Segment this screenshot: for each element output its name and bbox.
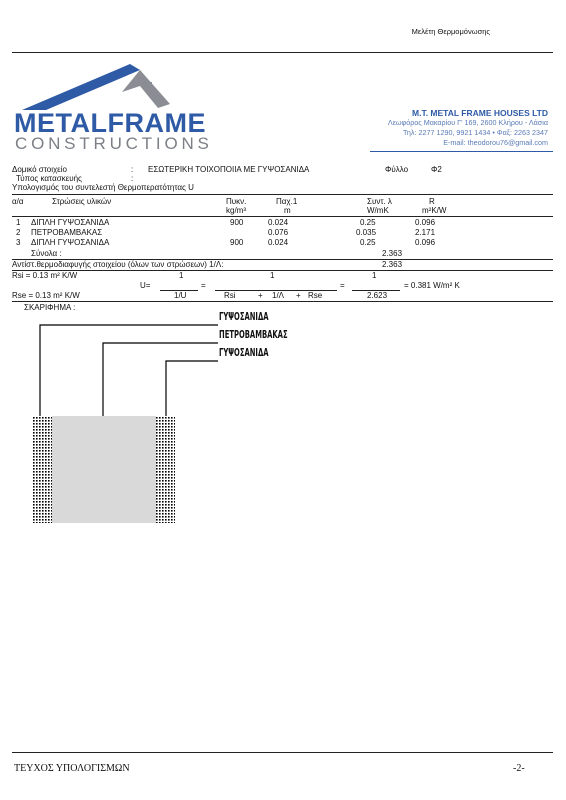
numerator-3: 1 — [372, 271, 377, 280]
equals-1: = — [201, 281, 206, 290]
callout-label-2: ΠΕΤΡΟΒΑΜΒΑΚΑΣ — [219, 329, 288, 341]
sketch-label: ΣΚΑΡΙΦΗΜΑ : — [24, 303, 76, 312]
row-thickness: 0.076 — [268, 228, 289, 237]
row-lambda: 0.035 — [356, 228, 377, 237]
calc-title: Υπολογισμός του συντελεστή Θερμοπερατότητας U — [12, 183, 194, 192]
row-lambda: 0.25 — [360, 238, 376, 247]
company-address: Λεωφόρος Μακαρίου Γ' 169, 2600 Κλήρου - Λάσια — [387, 118, 548, 127]
col-density-unit: kg/m³ — [226, 206, 246, 215]
row-name: ΔΙΠΛΗ ΓΥΨΟΣΑΝΙΔΑ — [31, 238, 110, 247]
denom-1-over-lambda: 1/Λ — [272, 291, 285, 300]
element-label: Δομικό στοιχείο — [12, 165, 67, 174]
gypsum-board-right — [156, 416, 175, 523]
row-density: 900 — [230, 238, 244, 247]
row-aa: 2 — [16, 228, 21, 237]
company-name: M.T. METAL FRAME HOUSES LTD — [412, 108, 548, 118]
sheet-value: Φ2 — [431, 165, 442, 174]
denom-1-over-u: 1/U — [174, 291, 187, 300]
logo-line-2: CONSTRUCTIONS — [15, 134, 213, 153]
totals-value: 2.363 — [382, 249, 403, 258]
footer-rule — [12, 752, 553, 753]
row-aa: 3 — [16, 238, 21, 247]
row-name: ΠΕΤΡΟΒΑΜΒΑΚΑΣ — [31, 228, 103, 237]
row-density: 900 — [230, 218, 244, 227]
denom-rsi: Rsi — [224, 291, 236, 300]
denom-rse: Rse — [308, 291, 323, 300]
element-value: ΕΣΩΤΕΡΙΚΗ ΤΟΙΧΟΠΟΙΙΑ ΜΕ ΓΥΨΟΣΑΝΙΔΑ — [148, 165, 310, 174]
row-r: 0.096 — [415, 218, 436, 227]
rockwool-layer — [52, 416, 156, 523]
document-title: Μελέτη Θερμομόνωσης — [411, 27, 490, 36]
row-r: 0.096 — [415, 238, 436, 247]
denom-plus-2: + — [296, 291, 301, 300]
leader-line-2 — [103, 343, 218, 416]
equals-2: = — [340, 281, 345, 290]
col-lambda-unit: W/mK — [367, 206, 389, 215]
col-density: Πυκν. — [226, 197, 247, 206]
company-phones: Τηλ: 2277 1290, 9921 1434 • Φαξ: 2263 2347 — [403, 128, 548, 137]
rsi-value: Rsi = 0.13 m² K/W — [12, 271, 78, 280]
row-thickness: 0.024 — [268, 218, 289, 227]
resist-label: Αντίστ.θερμοδιαφυγής στοιχείου (όλων των στρώσεων) 1/Λ: — [12, 260, 224, 269]
page-number: -2- — [513, 763, 525, 774]
rse-value: Rse = 0.13 m² K/W — [12, 291, 80, 300]
col-thickness-unit: m — [284, 206, 291, 215]
type-sep: : — [131, 174, 134, 183]
numerator-2: 1 — [270, 271, 275, 280]
row-name: ΔΙΠΛΗ ΓΥΨΟΣΑΝΙΔΑ — [31, 218, 110, 227]
u-label: U= — [140, 281, 151, 290]
callout-label-1: ΓΥΨΟΣΑΝΙΔΑ — [219, 311, 269, 323]
row-thickness: 0.024 — [268, 238, 289, 247]
row-aa: 1 — [16, 218, 21, 227]
row-lambda: 0.25 — [360, 218, 376, 227]
col-thickness: Παχ.1 — [276, 197, 298, 206]
col-aa: α/α — [12, 197, 24, 206]
leader-line-1 — [40, 325, 218, 416]
numerator-1: 1 — [179, 271, 184, 280]
row-r: 2.171 — [415, 228, 436, 237]
footer-title: ΤΕΥΧΟΣ ΥΠΟΛΟΓΙΣΜΩΝ — [14, 763, 130, 774]
resist-value: 2.363 — [382, 260, 403, 269]
col-lambda: Συντ. λ — [367, 197, 392, 206]
gypsum-board-left — [33, 416, 52, 523]
type-label: Τύπος κατασκευής — [16, 174, 82, 183]
col-r: R — [429, 197, 435, 206]
u-result: = 0.381 W/m² K — [404, 281, 460, 290]
denom-value: 2.623 — [367, 291, 388, 300]
col-layers: Στρώσεις υλικών — [52, 197, 112, 206]
company-email: E-mail: theodorou76@gmail.com — [443, 138, 548, 147]
denom-plus-1: + — [258, 291, 263, 300]
totals-label: Σύνολα : — [31, 249, 62, 258]
sheet-label: Φύλλο — [385, 165, 409, 174]
col-r-unit: m²K/W — [422, 206, 447, 215]
leader-line-3 — [166, 361, 218, 416]
logo-line-1: METALFRAME — [14, 108, 206, 138]
element-sep: : — [131, 165, 134, 174]
callout-label-3: ΓΥΨΟΣΑΝΙΔΑ — [219, 347, 269, 359]
